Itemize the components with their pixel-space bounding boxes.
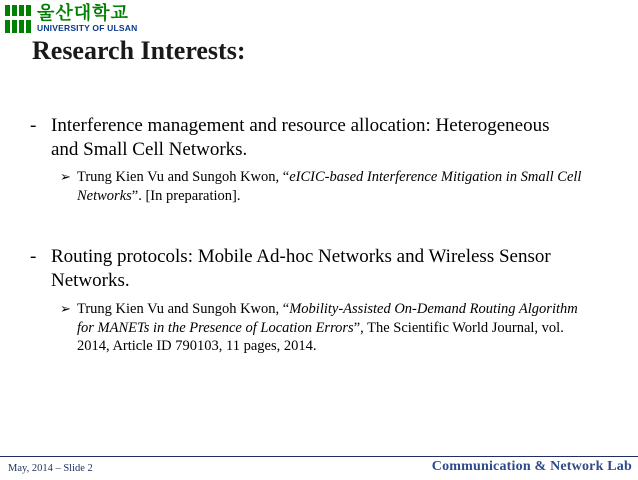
- citation-text: ”, The Scientific World Journal, vol.: [353, 319, 564, 336]
- citation-title: eICIC-based Interference Mitigation in Small Cell: [289, 169, 582, 185]
- logo-english-text: UNIVERSITY OF ULSAN: [37, 23, 138, 34]
- citation-text: 2014, Article ID 790103, 11 pages, 2014.: [77, 338, 317, 354]
- citation-title: Networks: [77, 187, 132, 204]
- citation-title: Mobility-Assisted On-Demand Routing Algorithm: [289, 301, 578, 317]
- item-text-line: and Small Cell Networks.: [51, 139, 248, 160]
- arrow-bullet-icon: ➢: [60, 301, 71, 316]
- slide-title: Research Interests:: [32, 36, 246, 65]
- slide-date-number: May, 2014 – Slide 2: [8, 463, 93, 474]
- citation-text: Trung Kien Vu and Sungoh Kwon, “: [77, 169, 290, 185]
- bullet-dash: -: [30, 246, 37, 267]
- item-text-line: Routing protocols: Mobile Ad-hoc Networks and Wireless Sensor: [51, 246, 551, 267]
- arrow-bullet-icon: ➢: [60, 169, 71, 184]
- citation-title: for MANETs in the Presence of Location Errors: [77, 319, 354, 336]
- bullet-dash: -: [30, 115, 37, 136]
- lab-name: Communication & Network Lab: [431, 459, 632, 474]
- citation-text: Trung Kien Vu and Sungoh Kwon, “: [77, 301, 290, 317]
- item-text-line: Networks.: [51, 270, 130, 291]
- item-text-line: Interference management and resource allocation: Heterogeneous: [51, 115, 550, 136]
- slide-footer: [0, 456, 638, 480]
- university-logo: [4, 3, 137, 35]
- citation-text: ”. [In preparation].: [131, 187, 241, 204]
- university-emblem-icon: [4, 4, 34, 34]
- logo-korean-text: 울산대학교: [37, 3, 129, 25]
